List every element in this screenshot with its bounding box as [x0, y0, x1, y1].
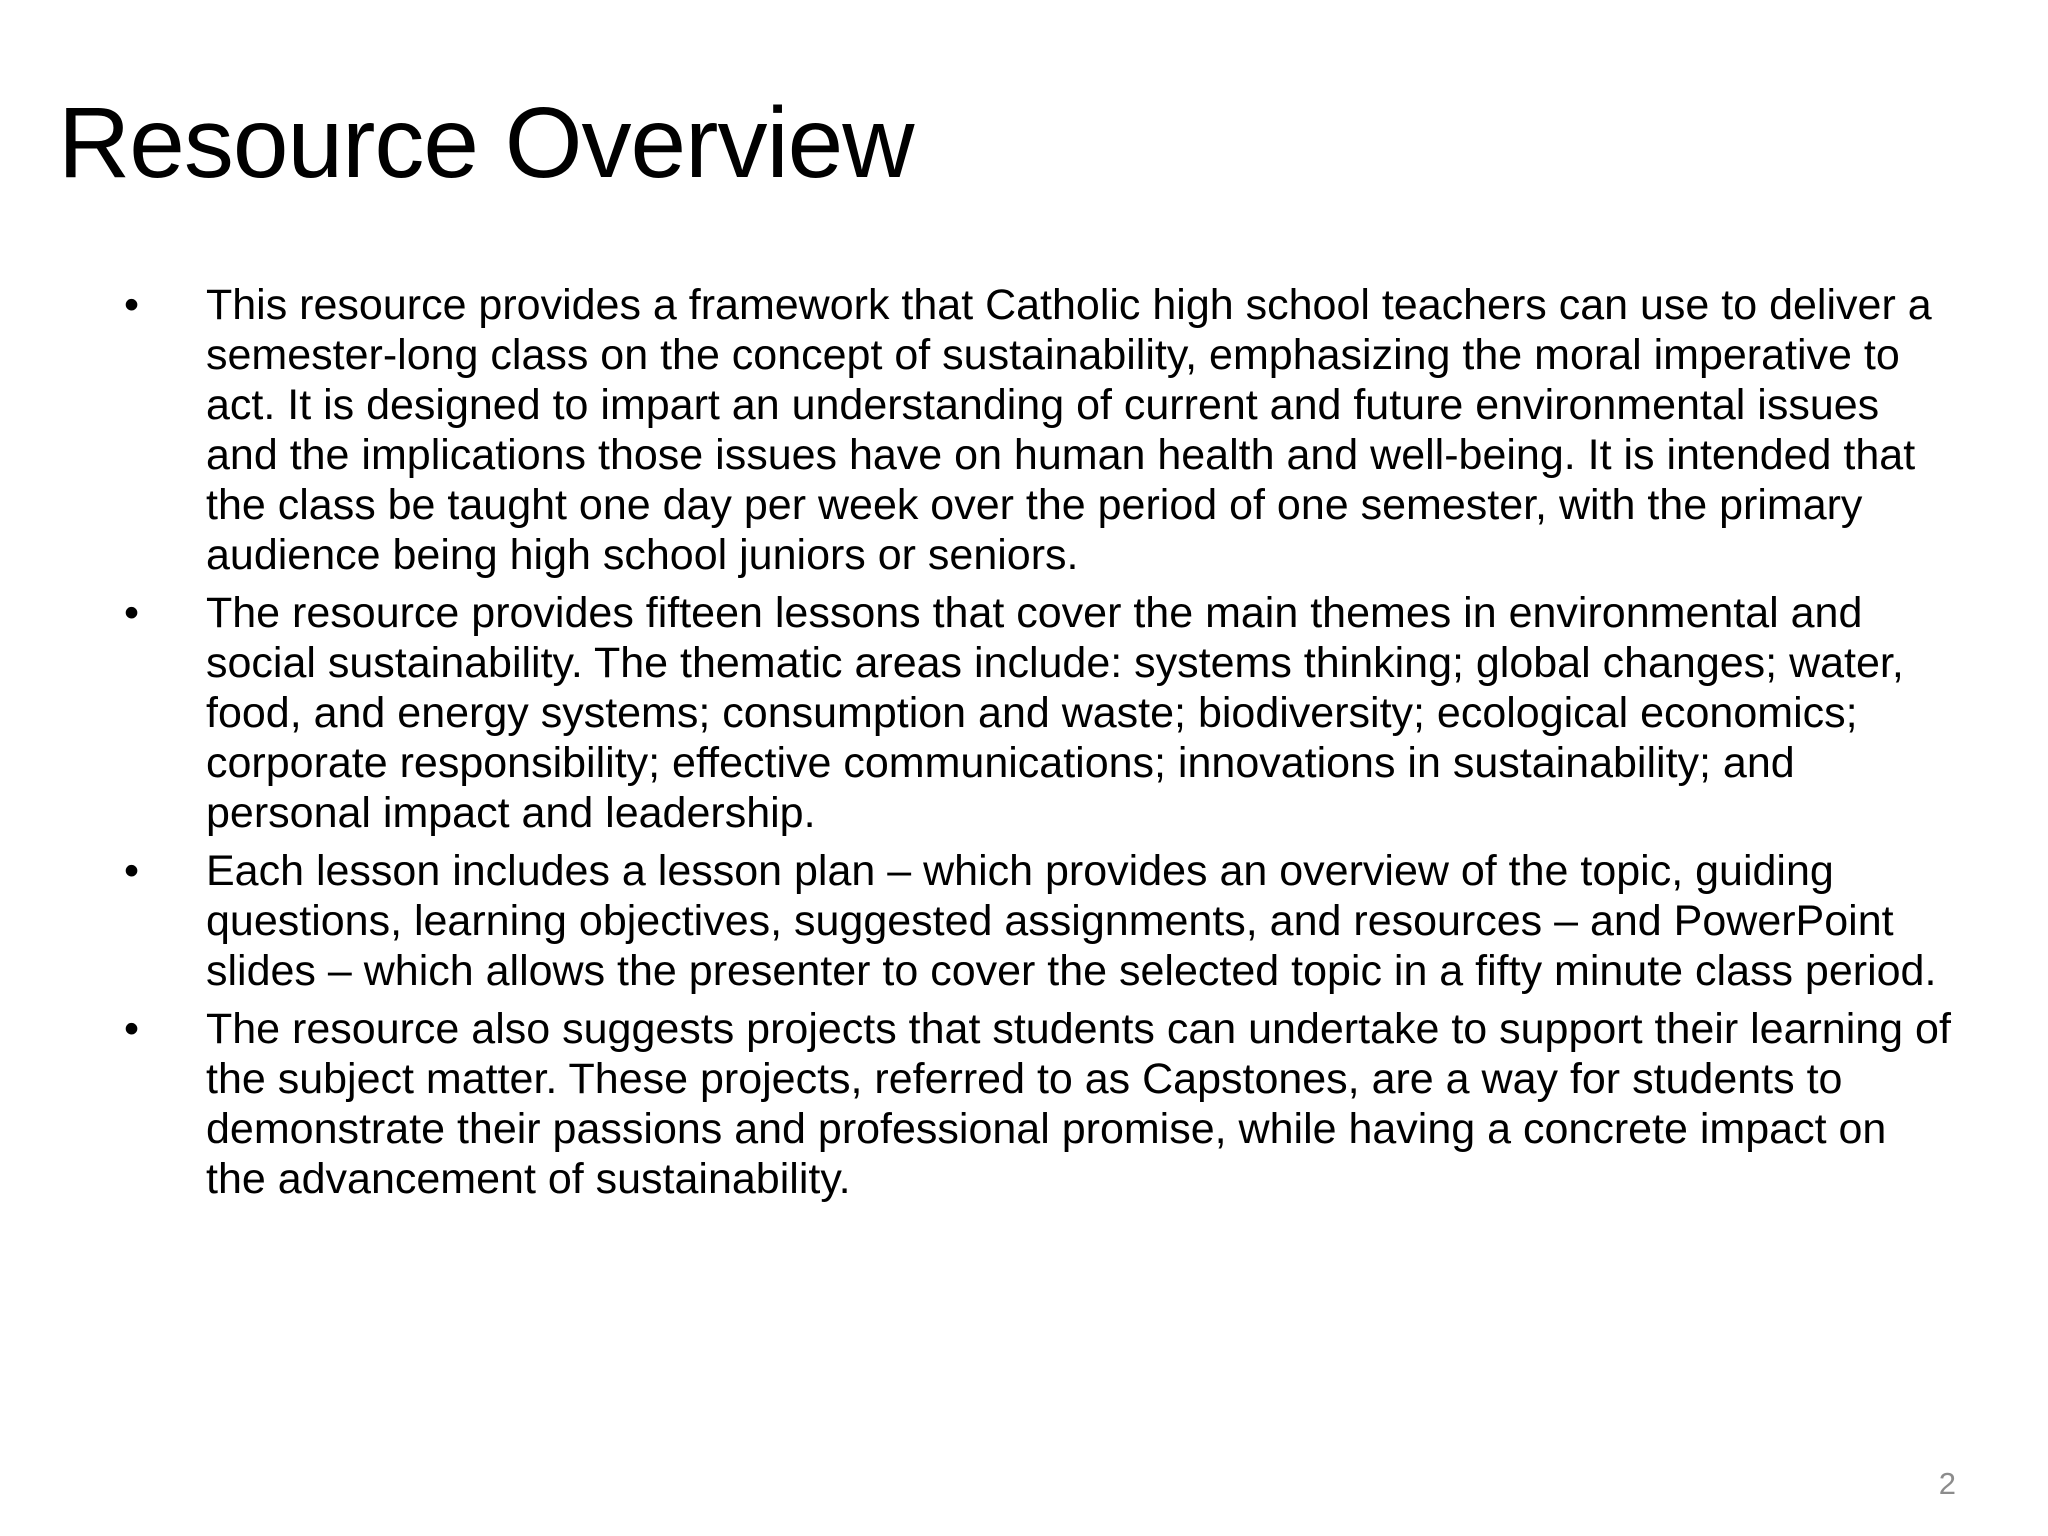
bullet-icon: • [124, 281, 140, 329]
bullet-item [118, 1004, 1958, 1204]
bullet-text: Each lesson includes a lesson plan – which provides an overview of the topic, guiding questions, learning objectives, suggested assignments, and resources – and PowerPoint slides – which allows the presenter to cover the selected topic in a fifty minute class period. [206, 847, 1937, 995]
bullet-item [118, 588, 1958, 838]
slide-title: Resource Overview [58, 87, 914, 199]
bullet-icon: • [124, 847, 140, 895]
bullet-item [118, 846, 1958, 996]
bullet-item [118, 280, 1958, 580]
page-number: 2 [1938, 1466, 1956, 1501]
bullet-list [118, 280, 1958, 1212]
bullet-text: This resource provides a framework that Catholic high school teachers can use to deliver a semester-long class on the concept of sustainability, emphasizing the moral imperative to act. It is designed to impart an understanding of current and future environmental issues and the implications those issues have on human health and well-being. It is intended that the class be taught one day per week over the period of one semester, with the primary audience being high school juniors or seniors. [206, 281, 1932, 579]
bullet-text: The resource also suggests projects that students can undertake to support their learning of the subject matter. These projects, referred to as Capstones, are a way for students to demonstrate their passions and professional promise, while having a concrete impact on the advancement of sustainability. [206, 1005, 1951, 1203]
bullet-icon: • [124, 589, 140, 637]
bullet-text: The resource provides fifteen lessons that cover the main themes in environmental and social sustainability. The thematic areas include: systems thinking; global changes; water, food, and energy systems; consumption and waste; biodiversity; ecological economics; corporate responsibility; effective communications; innovations in sustainability; and personal impact and leadership. [206, 589, 1904, 837]
bullet-icon: • [124, 1005, 140, 1053]
